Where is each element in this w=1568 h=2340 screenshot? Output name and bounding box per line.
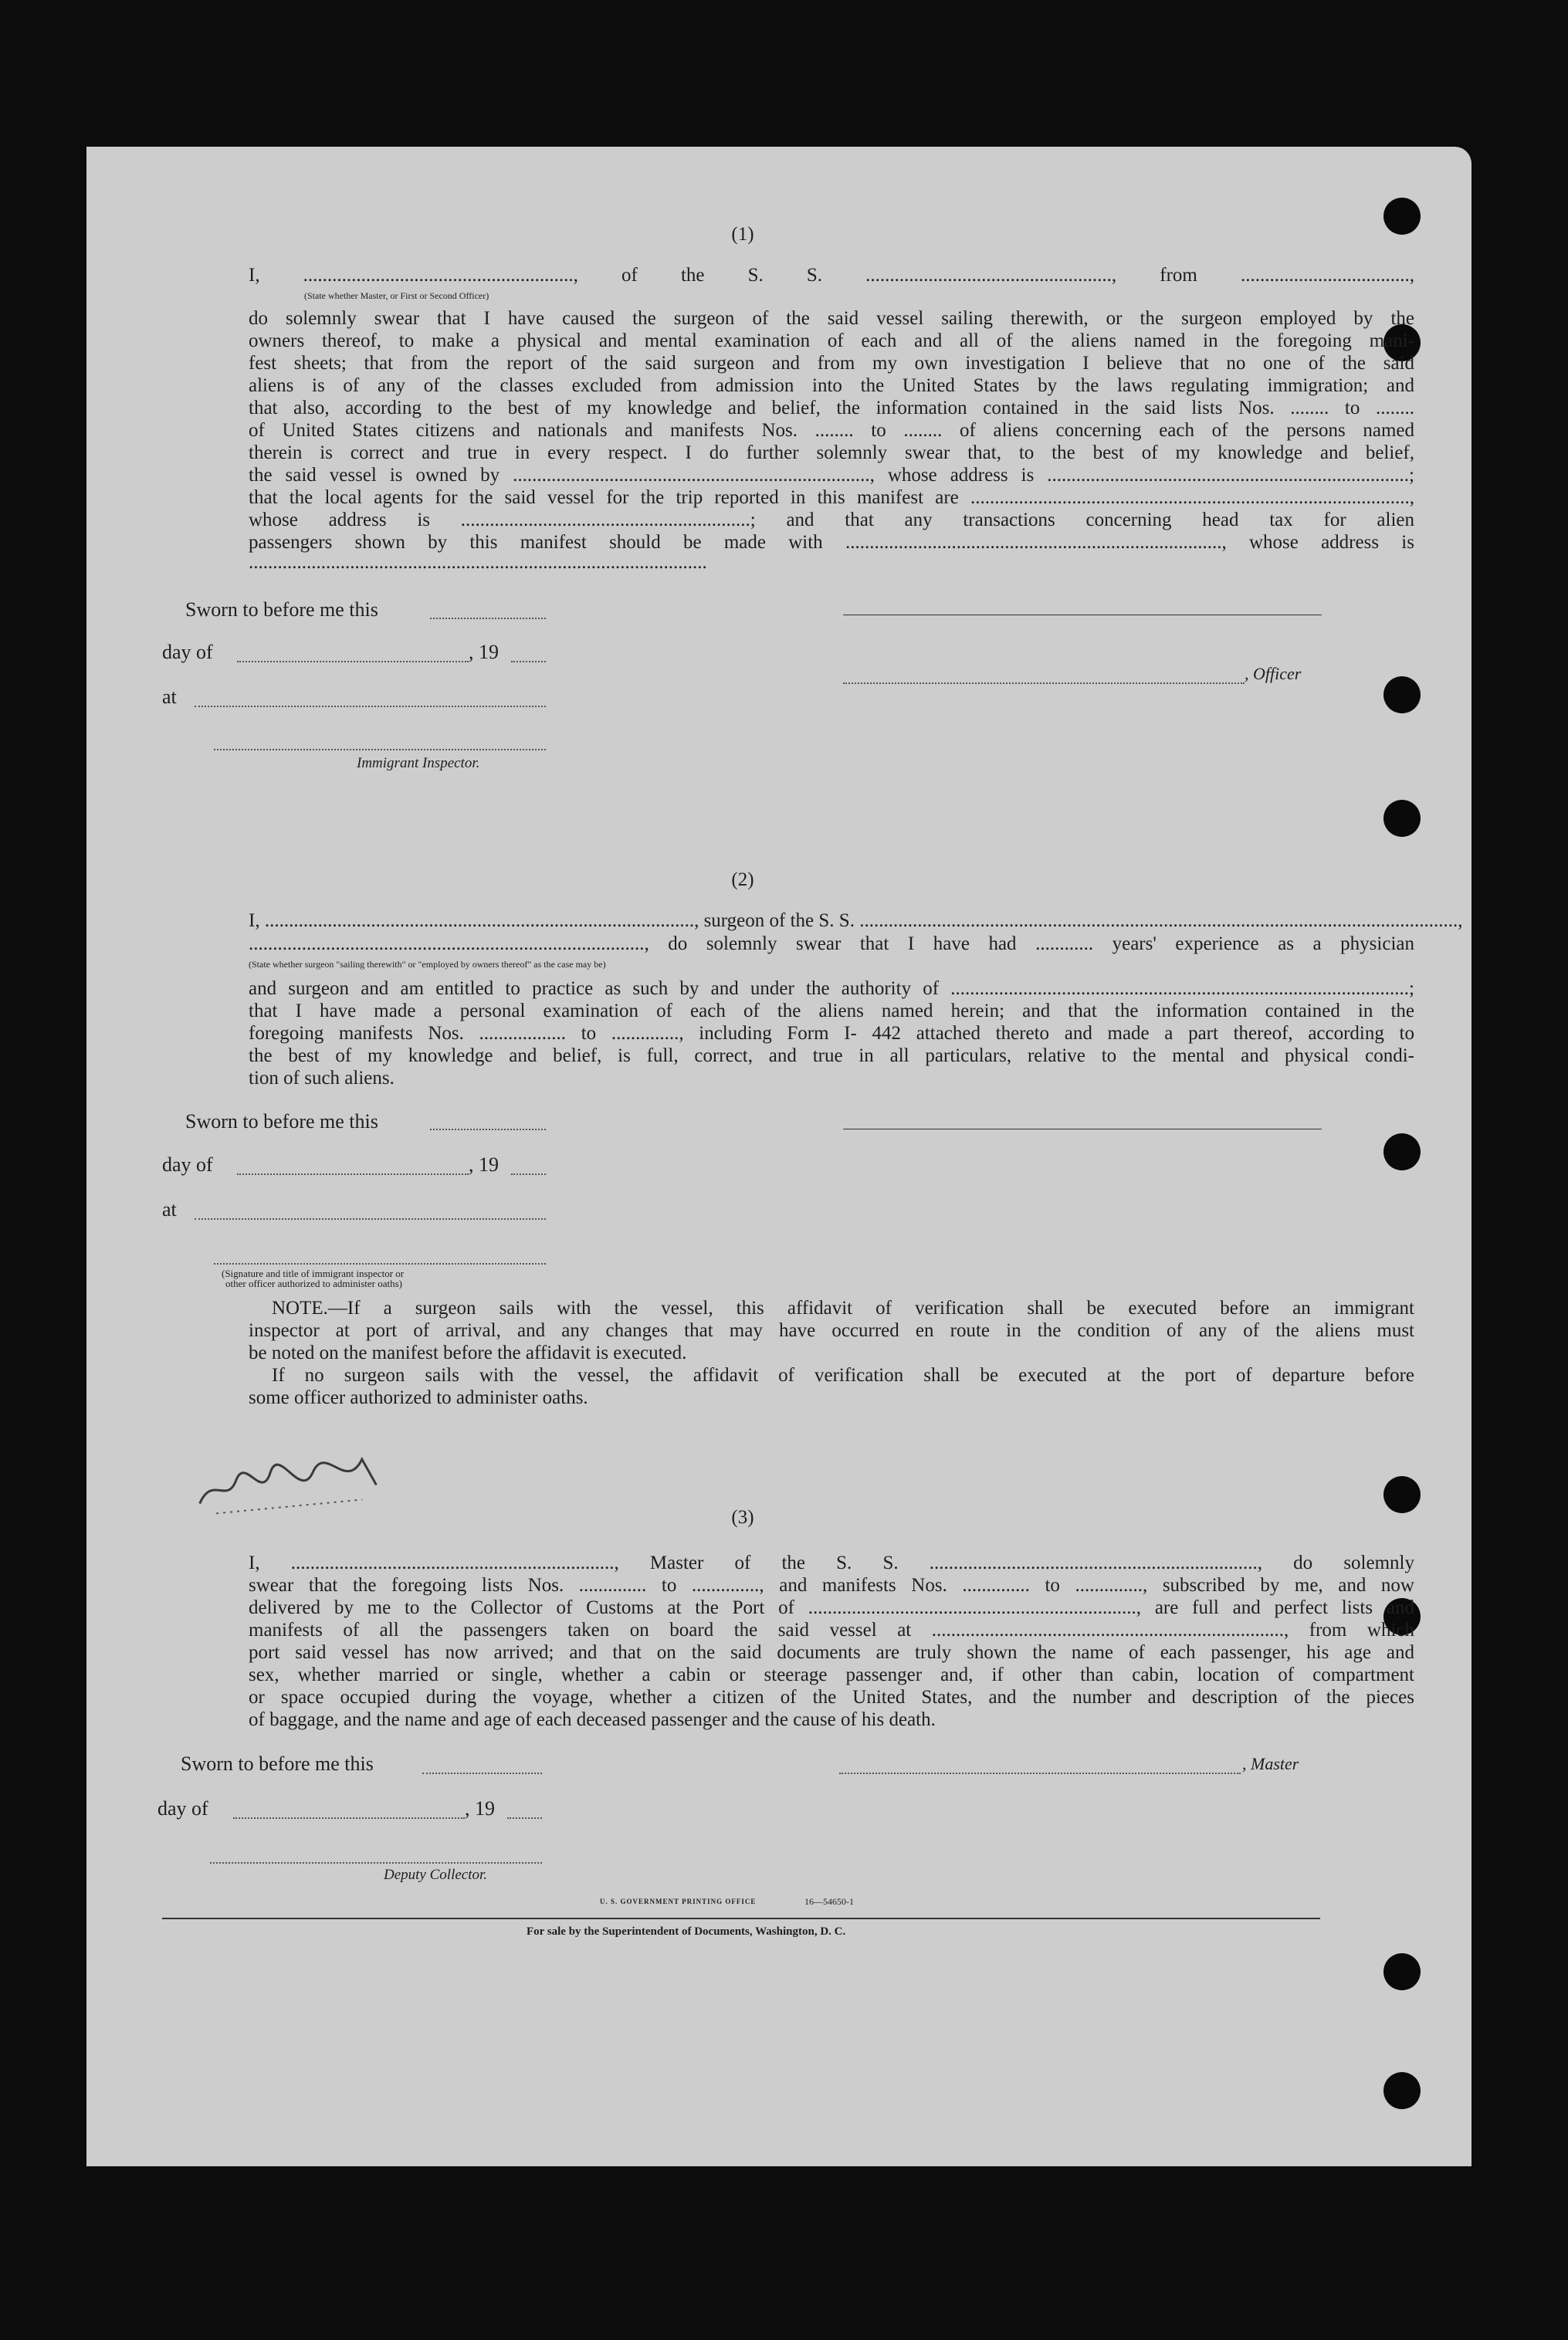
section-1-line: owners thereof, to make a physical and mental examination of each and all of the aliens named in the foregoing mani-: [249, 330, 1414, 351]
section-2-line: the best of my knowledge and belief, is full, correct, and true in all particulars, relative to the mental and physical condi-: [249, 1045, 1414, 1066]
blank-line: [422, 1773, 542, 1774]
signature-line: [843, 682, 1245, 684]
blank-line: [430, 618, 546, 619]
section-2-line: .................................................................................., do solemnly swear that I have had ............ years' experience as a physician: [249, 933, 1414, 954]
section-3-line: port said vessel has now arrived; and that on the said documents are truly shown the name of each passenger, his age and: [249, 1642, 1414, 1663]
section-3-line: manifests of all the passengers taken on board the said vessel at ........................................................................., from which: [249, 1620, 1414, 1641]
blank-line: [507, 1817, 542, 1819]
immigrant-inspector-caption: Immigrant Inspector.: [357, 755, 480, 771]
signature-line: [214, 1263, 546, 1265]
section-3-line: sex, whether married or single, whether a cabin or steerage passenger and, if other than cabin, location of compartment: [249, 1664, 1414, 1685]
section-2-line: foregoing manifests Nos. .................. to .............., including Form I- 442 attached thereto and made a part thereof, according to: [249, 1023, 1414, 1044]
section-1-line: aliens is of any of the classes excluded from admission into the United States by the laws regulating immigration; and: [249, 375, 1414, 396]
officer-caption: , Officer: [1245, 664, 1302, 683]
note-line: some officer authorized to administer oaths.: [249, 1387, 588, 1408]
section-1-line: the said vessel is owned by .........................................................................., whose address is ...........................................................................;: [249, 465, 1414, 486]
section-1-line: that also, according to the best of my knowledge and belief, the information contained in the said lists Nos. ........ to ........: [249, 398, 1414, 418]
master-caption: , Master: [1242, 1754, 1299, 1773]
signature-caption: other officer authorized to administer oaths): [225, 1278, 402, 1289]
sworn-label: Sworn to before me this: [181, 1752, 374, 1775]
signature-line: [839, 1773, 1241, 1774]
blank-line: [511, 1173, 546, 1175]
at-label: at: [162, 1198, 177, 1221]
handwritten-signature: [188, 1441, 395, 1532]
section-2-line: tion of such aliens.: [249, 1068, 395, 1089]
deputy-collector-caption: Deputy Collector.: [384, 1867, 488, 1883]
section-2-line: and surgeon and am entitled to practice as such by and under the authority of ...............................................................................................;: [249, 978, 1414, 999]
section-3-line: swear that the foregoing lists Nos. .............. to .............., and manifests Nos. .............. to .............., subscribed by me, and now: [249, 1575, 1414, 1596]
blank-line: [430, 1129, 546, 1130]
officer-rank-caption: (State whether Master, or First or Second Officer): [304, 290, 489, 301]
surgeon-type-caption: (State whether surgeon "sailing therewith" or "employed by owners thereof" as the case may be): [249, 959, 606, 970]
sworn-label: Sworn to before me this: [185, 1110, 378, 1133]
year-label: , 19: [469, 1153, 499, 1176]
signature-line: [210, 1862, 542, 1864]
day-of-label: day of: [162, 1153, 213, 1176]
section-1-heading: (1): [731, 224, 754, 245]
section-3-heading: (3): [731, 1507, 754, 1528]
section-3-line: or space occupied during the voyage, whether a citizen of the United States, and the number and description of the pieces: [249, 1687, 1414, 1708]
note-line: NOTE.—If a surgeon sails with the vessel, this affidavit of verification shall be executed before an immigrant: [272, 1298, 1414, 1319]
punch-hole: [1383, 1476, 1421, 1513]
section-1-line: therein is correct and true in every respect. I do further solemnly swear that, to the best of my knowledge and belief,: [249, 442, 1414, 463]
section-2-line: I, ........................................................................................., surgeon of the S. S. ............................................................................................................................,: [249, 910, 1463, 931]
at-label: at: [162, 686, 177, 708]
sale-notice: For sale by the Superintendent of Documents, Washington, D. C.: [527, 1925, 846, 1938]
section-1-line: that the local agents for the said vessel for the trip reported in this manifest are ...........................................................................................,: [249, 487, 1414, 508]
punch-hole: [1383, 676, 1421, 713]
blank-line: [237, 1173, 469, 1175]
punch-hole: [1383, 800, 1421, 837]
section-1-line: do solemnly swear that I have caused the surgeon of the said vessel sailing therewith, or the surgeon employed by the: [249, 308, 1414, 329]
year-label: , 19: [465, 1797, 495, 1820]
note-line: If no surgeon sails with the vessel, the affidavit of verification shall be executed at the port of departure before: [272, 1365, 1414, 1386]
year-label: , 19: [469, 641, 499, 663]
footer-rule: [162, 1918, 1320, 1919]
punch-hole: [1383, 198, 1421, 235]
punch-hole: [1383, 2072, 1421, 2109]
blank-line: [511, 661, 546, 662]
section-3-line: delivered by me to the Collector of Customs at the Port of ...................................................................., are full and perfect lists and: [249, 1597, 1414, 1618]
note-line: be noted on the manifest before the affidavit is executed.: [249, 1343, 687, 1363]
day-of-label: day of: [162, 641, 213, 663]
section-3-line: I, ..................................................................., Master of the S. S. ...................................................................., do solemnly: [249, 1553, 1414, 1573]
document-page: [86, 147, 1471, 2166]
section-1-line: of United States citizens and nationals and manifests Nos. ........ to ........ of aliens concerning each of the persons named: [249, 420, 1414, 441]
signature-caption: (Signature and title of immigrant inspector or: [222, 1268, 405, 1279]
note-line: inspector at port of arrival, and any changes that may have occurred en route in the condition of any of the aliens must: [249, 1320, 1414, 1341]
punch-hole: [1383, 1953, 1421, 1990]
section-1-line: whose address is ............................................................; and that any transactions concerning head tax for alien: [249, 510, 1414, 530]
section-3-line: of baggage, and the name and age of each deceased passenger and the cause of his death.: [249, 1709, 936, 1730]
section-2-line: that I have made a personal examination of each of the aliens named herein; and that the information contained in the: [249, 1001, 1414, 1021]
blank-line: [237, 661, 469, 662]
signature-line: [214, 749, 546, 750]
section-1-line: fest sheets; that from the report of the said surgeon and from my own investigation I believe that no one of the said: [249, 353, 1414, 374]
punch-hole: [1383, 1133, 1421, 1170]
form-code: 16—54650-1: [804, 1896, 854, 1907]
blank-line: [233, 1817, 465, 1819]
blank-line: [195, 1218, 546, 1220]
printer-imprint: U. S. GOVERNMENT PRINTING OFFICE: [600, 1898, 757, 1905]
section-1-line: I, ........................................................, of the S. S. ..................................................., from ...................................,: [249, 265, 1414, 286]
day-of-label: day of: [157, 1797, 208, 1820]
blank-line: [195, 706, 546, 707]
section-2-heading: (2): [731, 869, 754, 890]
section-1-line: passengers shown by this manifest should be made with .............................................................................., whose address is: [249, 532, 1414, 553]
section-1-line: ...............................................................................................: [249, 552, 707, 573]
sworn-label: Sworn to before me this: [185, 598, 378, 621]
